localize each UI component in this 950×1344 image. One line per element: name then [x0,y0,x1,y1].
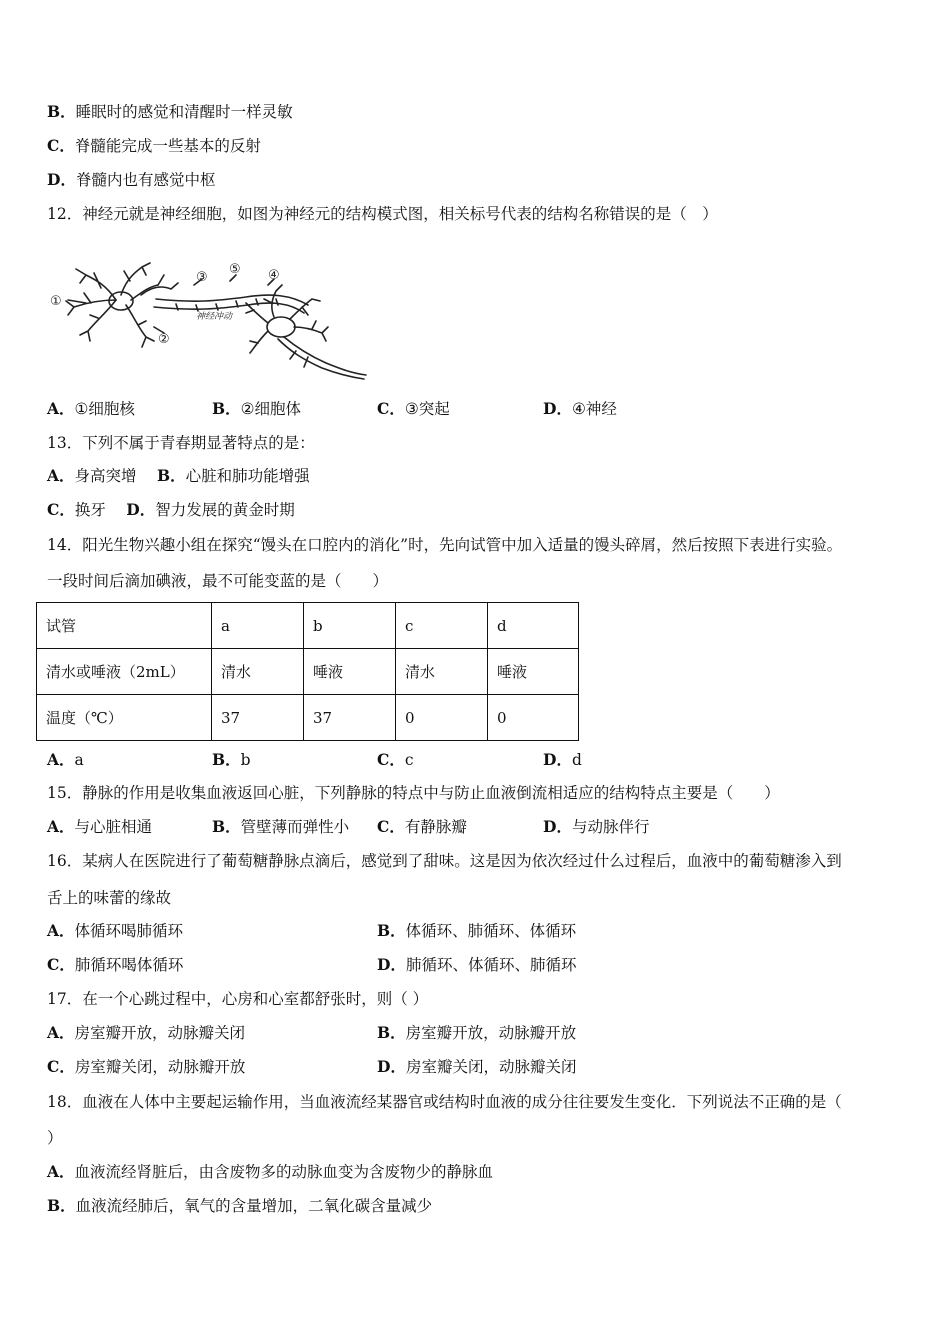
q14-option-d: D．d [543,750,582,769]
q16-option-b: B．体循环、肺循环、体循环 [377,921,577,940]
table-cell: 清水 [396,649,488,695]
neuron-impulse-text: 神经冲动 [196,312,233,322]
q17-stem: 17．在一个心跳过程中，心房和心室都舒张时，则（ ） [47,990,429,1008]
table-row [37,649,579,695]
table-row [37,695,579,741]
q17-option-b: B．房室瓣开放，动脉瓣开放 [377,1023,577,1042]
table-cell: 0 [396,695,488,741]
table-cell: b [304,603,396,649]
q12-option-b: B．②细胞体 [212,399,302,418]
q15-option-d: D．与动脉伴行 [543,817,650,836]
q18-stem-line1: 18．血液在人体中主要起运输作用，当血液流经某器官或结构时血液的成分往往要发生变化．下列说法不正确的是（ [47,1093,842,1111]
q15-option-a: A．与心脏相通 [47,817,153,836]
table-cell: a [212,603,304,649]
q15-option-b: B．管壁薄而弹性小 [212,817,350,836]
q18-stem-line2: ） [47,1129,63,1147]
q11-option-d: D．脊髓内也有感觉中枢 [47,170,216,189]
table-cell: d [488,603,579,649]
q16-option-a: A．体循环喝肺循环 [47,921,184,940]
table-cell: 37 [304,695,396,741]
q18-option-b: B．血液流经肺后，氧气的含量增加，二氧化碳含量减少 [47,1196,433,1215]
q11-option-c: C．脊髓能完成一些基本的反射 [47,136,261,155]
q16-option-c: C．肺循环喝体循环 [47,955,184,974]
q15-stem: 15．静脉的作用是收集血液返回心脏，下列静脉的特点中与防止血液倒流相适应的结构特点主要是（ ） [47,784,780,802]
neuron-label-1: ① [50,294,62,309]
q11-option-b: B．睡眠时的感觉和清醒时一样灵敏 [47,102,293,121]
q13-stem: 13．下列不属于青春期显著特点的是： [47,434,315,452]
q17-option-c: C．房室瓣关闭，动脉瓣开放 [47,1057,246,1076]
q14-option-b: B．b [212,750,251,769]
neuron-label-4: ④ [268,268,280,283]
table-cell: 唾液 [488,649,579,695]
q14-option-a: A．a [47,750,84,769]
q12-option-c: C．③突起 [377,399,450,418]
q16-option-d: D．肺循环、体循环、肺循环 [377,955,577,974]
table-cell: 清水或唾液（2mL） [37,649,212,695]
q15-option-c: C．有静脉瓣 [377,817,467,836]
experiment-table [36,602,579,741]
table-cell: 清水 [212,649,304,695]
neuron-label-3: ③ [196,270,208,285]
q16-stem-line1: 16．某病人在医院进行了葡萄糖静脉点滴后，感觉到了甜味。这是因为依次经过什么过程后，血液中的葡萄糖渗入到 [47,852,842,870]
q17-option-a: A．房室瓣开放，动脉瓣关闭 [47,1023,246,1042]
table-cell: 37 [212,695,304,741]
q12-option-a: A．①细胞核 [47,399,135,418]
q18-option-a: A．血液流经肾脏后，由含废物多的动脉血变为含废物少的静脉血 [47,1162,494,1181]
table-cell: 温度（℃） [37,695,212,741]
table-cell: 0 [488,695,579,741]
q13-options-row2: C．换牙 D．智力发展的黄金时期 [47,500,295,519]
q14-option-c: C．c [377,750,414,769]
q14-stem-line2: 一段时间后滴加碘液，最不可能变蓝的是（ ） [47,572,389,590]
table-cell: c [396,603,488,649]
neuron-label-2: ② [158,332,170,347]
q16-stem-line2: 舌上的味蕾的缘故 [47,889,172,907]
table-row [37,603,579,649]
q17-option-d: D．房室瓣关闭，动脉瓣关闭 [377,1057,577,1076]
table-cell: 试管 [37,603,212,649]
table-cell: 唾液 [304,649,396,695]
neuron-label-5: ⑤ [229,262,241,277]
q12-stem: 12．神经元就是神经细胞，如图为神经元的结构模式图，相关标号代表的结构名称错误的是（ ） [47,205,718,223]
neuron-diagram [46,255,376,385]
q14-stem-line1: 14．阳光生物兴趣小组在探究“馒头在口腔内的消化”时，先向试管中加入适量的馒头碎屑，然后按照下表进行实验。 [47,536,843,554]
q13-options-row1: A．身高突增 B．心脏和肺功能增强 [47,466,310,485]
q12-option-d: D．④神经 [543,399,617,418]
